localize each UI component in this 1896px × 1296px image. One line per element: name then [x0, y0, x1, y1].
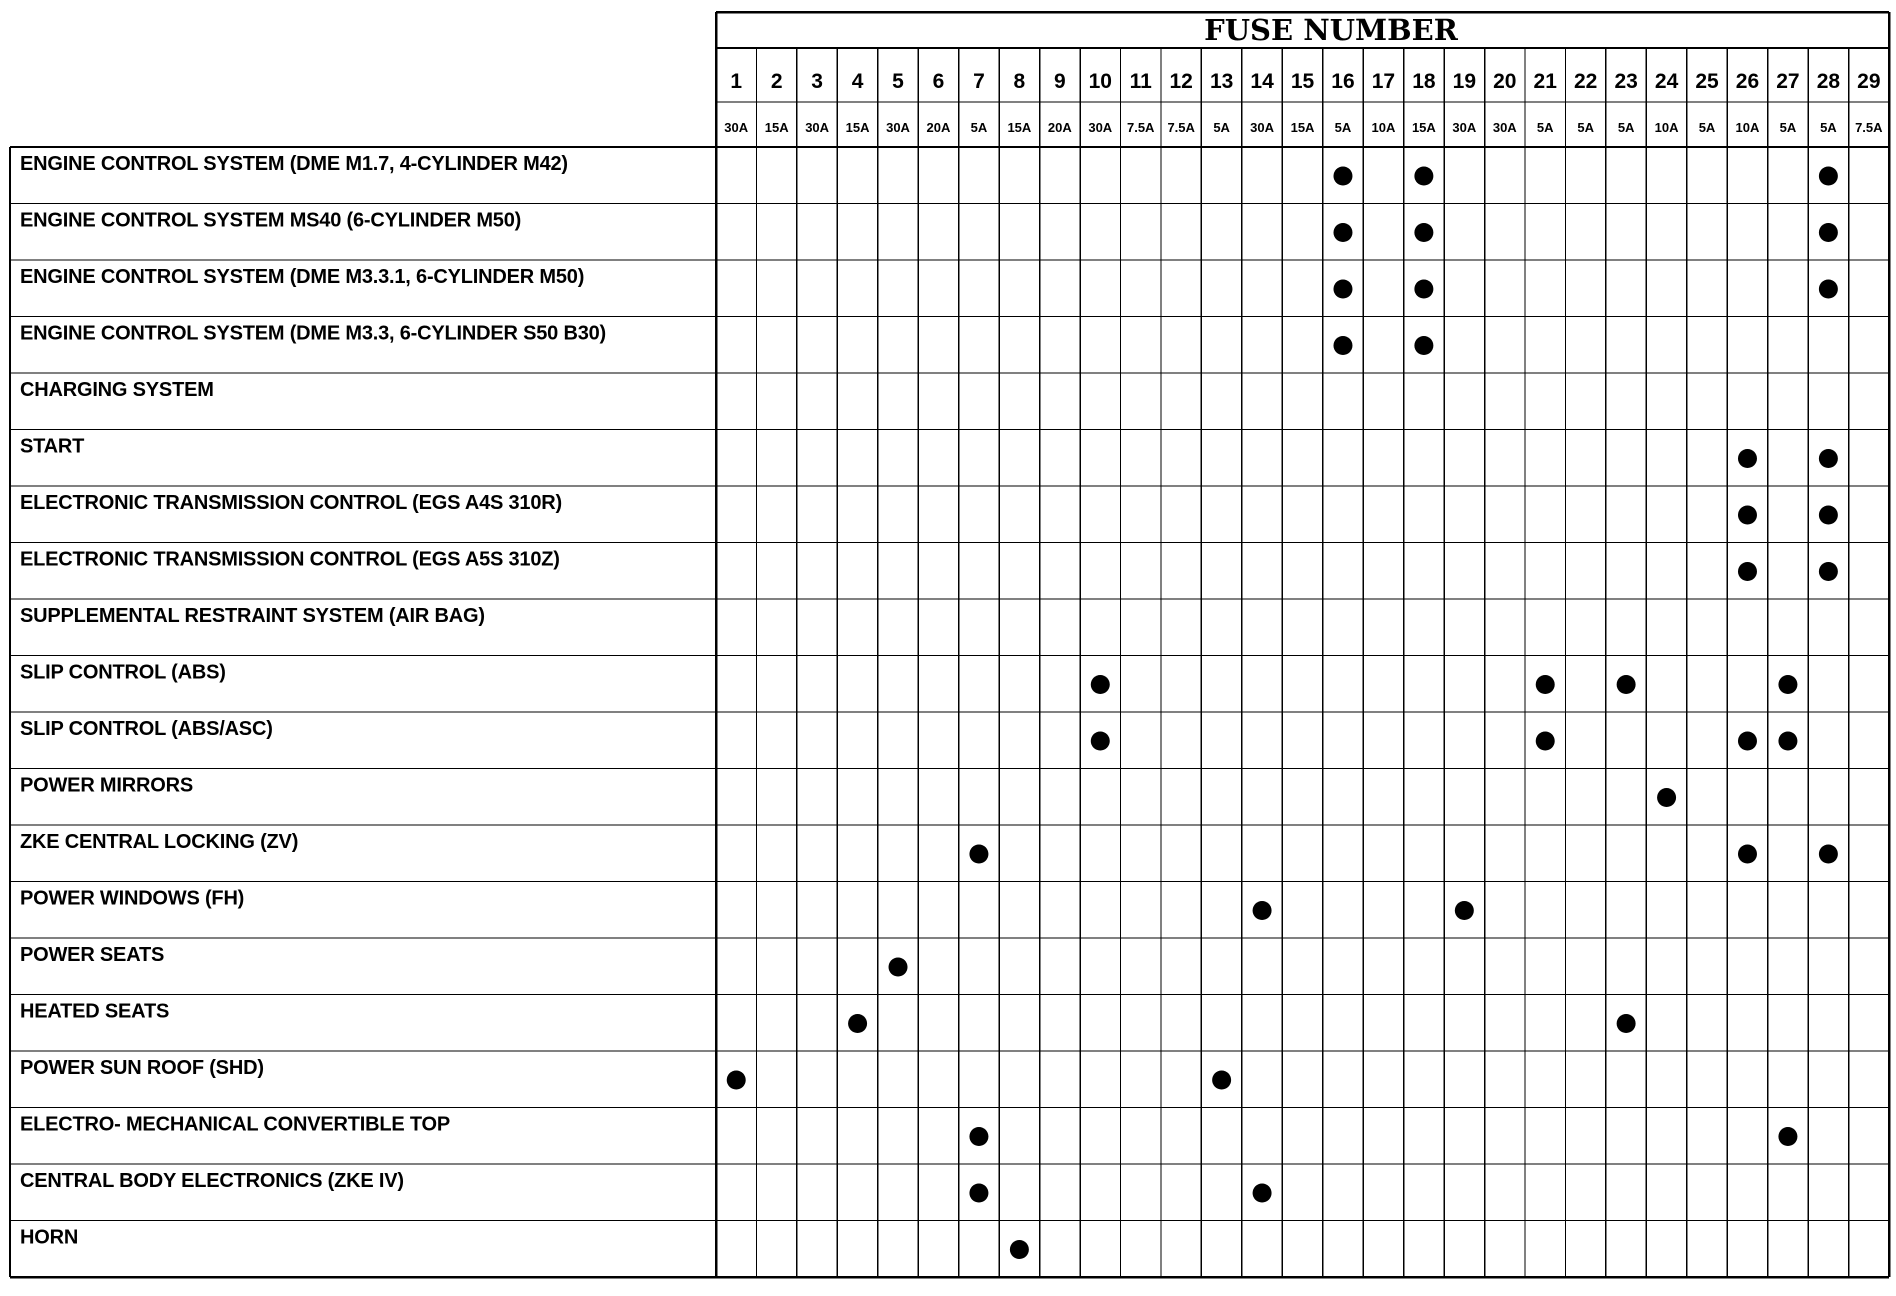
fuse-marker-dot — [1333, 223, 1352, 242]
circuit-label: ENGINE CONTROL SYSTEM (DME M3.3.1, 6-CYLINDER M50) — [20, 266, 585, 288]
fuse-marker-dot — [1212, 1071, 1231, 1090]
circuit-label: POWER SEATS — [20, 944, 165, 966]
circuit-label: ENGINE CONTROL SYSTEM (DME M3.3, 6-CYLINDER S50 B30) — [20, 322, 606, 345]
fuse-marker-dot — [727, 1071, 746, 1090]
fuse-marker-dot — [1778, 1127, 1797, 1146]
fuse-marker-dot — [1536, 675, 1555, 694]
fuse-rating: 5A — [1536, 120, 1554, 135]
fuse-marker-dot — [889, 958, 908, 977]
circuit-label: ELECTRONIC TRANSMISSION CONTROL (EGS A5S 310Z) — [20, 548, 560, 571]
fuse-marker-dot — [1333, 280, 1352, 299]
circuit-label: ELECTRONIC TRANSMISSION CONTROL (EGS A4S 310R) — [20, 492, 562, 514]
fuse-rating: 10A — [1371, 120, 1396, 135]
fuse-rating: 15A — [845, 120, 870, 135]
circuit-label: POWER WINDOWS (FH) — [20, 887, 245, 910]
fuse-marker-dot — [1617, 675, 1636, 694]
fuse-marker-dot — [1738, 562, 1757, 581]
fuse-rating: 5A — [1820, 120, 1837, 135]
fuse-rating: 30A — [805, 120, 830, 135]
circuit-label: START — [20, 435, 85, 458]
fuse-marker-dot — [1819, 562, 1838, 581]
fuse-number: 8 — [1013, 70, 1026, 93]
fuse-number: 6 — [932, 70, 945, 93]
fuse-number: 28 — [1816, 70, 1841, 93]
fuse-number: 12 — [1169, 70, 1193, 93]
fuse-marker-dot — [1414, 223, 1433, 242]
fuse-number: 2 — [770, 70, 783, 93]
fuse-marker-dot — [1738, 449, 1757, 468]
fuse-number: 26 — [1735, 70, 1760, 93]
fuse-marker-dot — [1455, 901, 1474, 920]
fuse-rating: 15A — [1290, 120, 1315, 135]
fuse-number: 15 — [1290, 70, 1315, 93]
fuse-rating: 5A — [1213, 120, 1230, 135]
fuse-marker-dot — [1010, 1240, 1029, 1259]
fuse-number: 29 — [1857, 70, 1881, 93]
fuse-number: 5 — [892, 70, 904, 93]
fuse-number: 27 — [1776, 70, 1800, 93]
fuse-marker-dot — [1819, 845, 1838, 864]
circuit-label: ZKE CENTRAL LOCKING (ZV) — [20, 831, 299, 853]
fuse-rating: 15A — [1411, 120, 1436, 135]
fuse-number: 17 — [1371, 70, 1396, 93]
fuse-marker-dot — [1819, 223, 1838, 242]
fuse-number: 3 — [811, 70, 823, 93]
fuse-rating: 30A — [886, 120, 910, 135]
fuse-rating: 5A — [1617, 120, 1635, 135]
fuse-rating: 15A — [764, 120, 789, 135]
fuse-number: 23 — [1614, 70, 1638, 93]
fuse-number: 19 — [1452, 70, 1477, 93]
fuse-marker-dot — [1414, 336, 1433, 355]
fuse-number: 18 — [1412, 70, 1436, 93]
fuse-rating: 30A — [724, 120, 749, 135]
fuse-number: 11 — [1129, 70, 1152, 93]
fuse-rating-row — [724, 120, 1883, 135]
fuse-rating: 30A — [1492, 120, 1517, 135]
fuse-marker-dot — [1738, 506, 1757, 525]
fuse-number: 14 — [1250, 70, 1274, 93]
fuse-marker-dot — [1819, 167, 1838, 186]
fuse-marker-dot — [1819, 506, 1838, 525]
fuse-rating: 7.5A — [1167, 120, 1195, 135]
fuse-marker-dot — [1819, 449, 1838, 468]
fuse-number: 24 — [1654, 70, 1679, 93]
circuit-label: ENGINE CONTROL SYSTEM MS40 (6-CYLINDER M50) — [20, 209, 522, 232]
fuse-marker-dot — [969, 845, 988, 864]
fuse-marker-dot — [969, 1184, 988, 1203]
fuse-number: 20 — [1493, 70, 1517, 93]
fuse-number: 4 — [851, 70, 864, 93]
fuse-number: 16 — [1331, 70, 1355, 93]
fuse-number: 7 — [973, 70, 985, 93]
fuse-rating: 20A — [1047, 120, 1072, 135]
circuit-label: HORN — [20, 1226, 79, 1249]
fuse-marker-dot — [848, 1014, 867, 1033]
fuse-number: 9 — [1053, 70, 1066, 93]
fuse-rating: 5A — [970, 120, 988, 135]
circuit-label: ELECTRO- MECHANICAL CONVERTIBLE TOP — [20, 1113, 451, 1136]
circuit-label: SLIP CONTROL (ABS/ASC) — [20, 718, 273, 740]
circuit-label-column — [20, 153, 606, 1249]
circuit-label: ENGINE CONTROL SYSTEM (DME M1.7, 4-CYLINDER M42) — [20, 153, 568, 175]
fuse-marker-dot — [1414, 280, 1433, 299]
fuse-marker-dot — [1536, 732, 1555, 751]
fuse-rating: 7.5A — [1126, 120, 1155, 135]
fuse-marker-dot — [1253, 901, 1272, 920]
circuit-label: SLIP CONTROL (ABS) — [20, 661, 226, 684]
fuse-marker-dot — [1414, 167, 1433, 186]
table-grid — [10, 12, 1889, 1277]
fuse-rating: 10A — [1654, 120, 1679, 135]
circuit-label: SUPPLEMENTAL RESTRAINT SYSTEM (AIR BAG) — [20, 605, 485, 627]
fuse-marker-dot — [1738, 845, 1757, 864]
circuit-label: CHARGING SYSTEM — [20, 379, 214, 401]
fuse-number: 10 — [1088, 70, 1112, 93]
fuse-rating: 30A — [1452, 120, 1477, 135]
fuse-number: 1 — [730, 70, 743, 93]
circuit-label: HEATED SEATS — [20, 1000, 170, 1023]
fuse-marker-dot — [1617, 1014, 1636, 1033]
fuse-number-header: FUSE NUMBER — [1204, 13, 1458, 47]
circuit-label: POWER MIRRORS — [20, 774, 193, 797]
fuse-rating: 30A — [1088, 120, 1113, 135]
fuse-marker-dot — [1333, 336, 1352, 355]
fuse-marker-dot — [1091, 675, 1110, 694]
fuse-marker-dot — [1778, 732, 1797, 751]
fuse-marker-dot — [1778, 675, 1797, 694]
fuse-rating: 15A — [1007, 120, 1032, 135]
fuse-marker-dot — [969, 1127, 988, 1146]
fuse-number: 22 — [1573, 70, 1598, 93]
circuit-label: CENTRAL BODY ELECTRONICS (ZKE IV) — [20, 1170, 404, 1192]
fuse-rating: 5A — [1698, 120, 1716, 135]
fuse-rating: 30A — [1250, 120, 1275, 135]
fuse-number: 21 — [1533, 70, 1557, 93]
circuit-label: POWER SUN ROOF (SHD) — [20, 1057, 264, 1079]
fuse-number: 25 — [1695, 70, 1719, 93]
fuse-marker-dot — [1738, 732, 1757, 751]
fuse-rating: 20A — [926, 120, 951, 135]
fuse-rating: 5A — [1334, 120, 1352, 135]
fuse-marker-dot — [1253, 1184, 1272, 1203]
fuse-marker-dot — [1657, 788, 1676, 807]
fuse-rating: 5A — [1577, 120, 1594, 135]
fuse-rating: 10A — [1735, 120, 1760, 135]
fuse-marker-dot — [1819, 280, 1838, 299]
fuse-marker-dot — [1333, 167, 1352, 186]
fuse-number: 13 — [1209, 70, 1234, 93]
fuse-number-row — [730, 70, 1880, 93]
fuse-rating: 7.5A — [1855, 120, 1883, 135]
fuse-marker-dot — [1091, 732, 1110, 751]
fuse-rating: 5A — [1779, 120, 1797, 135]
